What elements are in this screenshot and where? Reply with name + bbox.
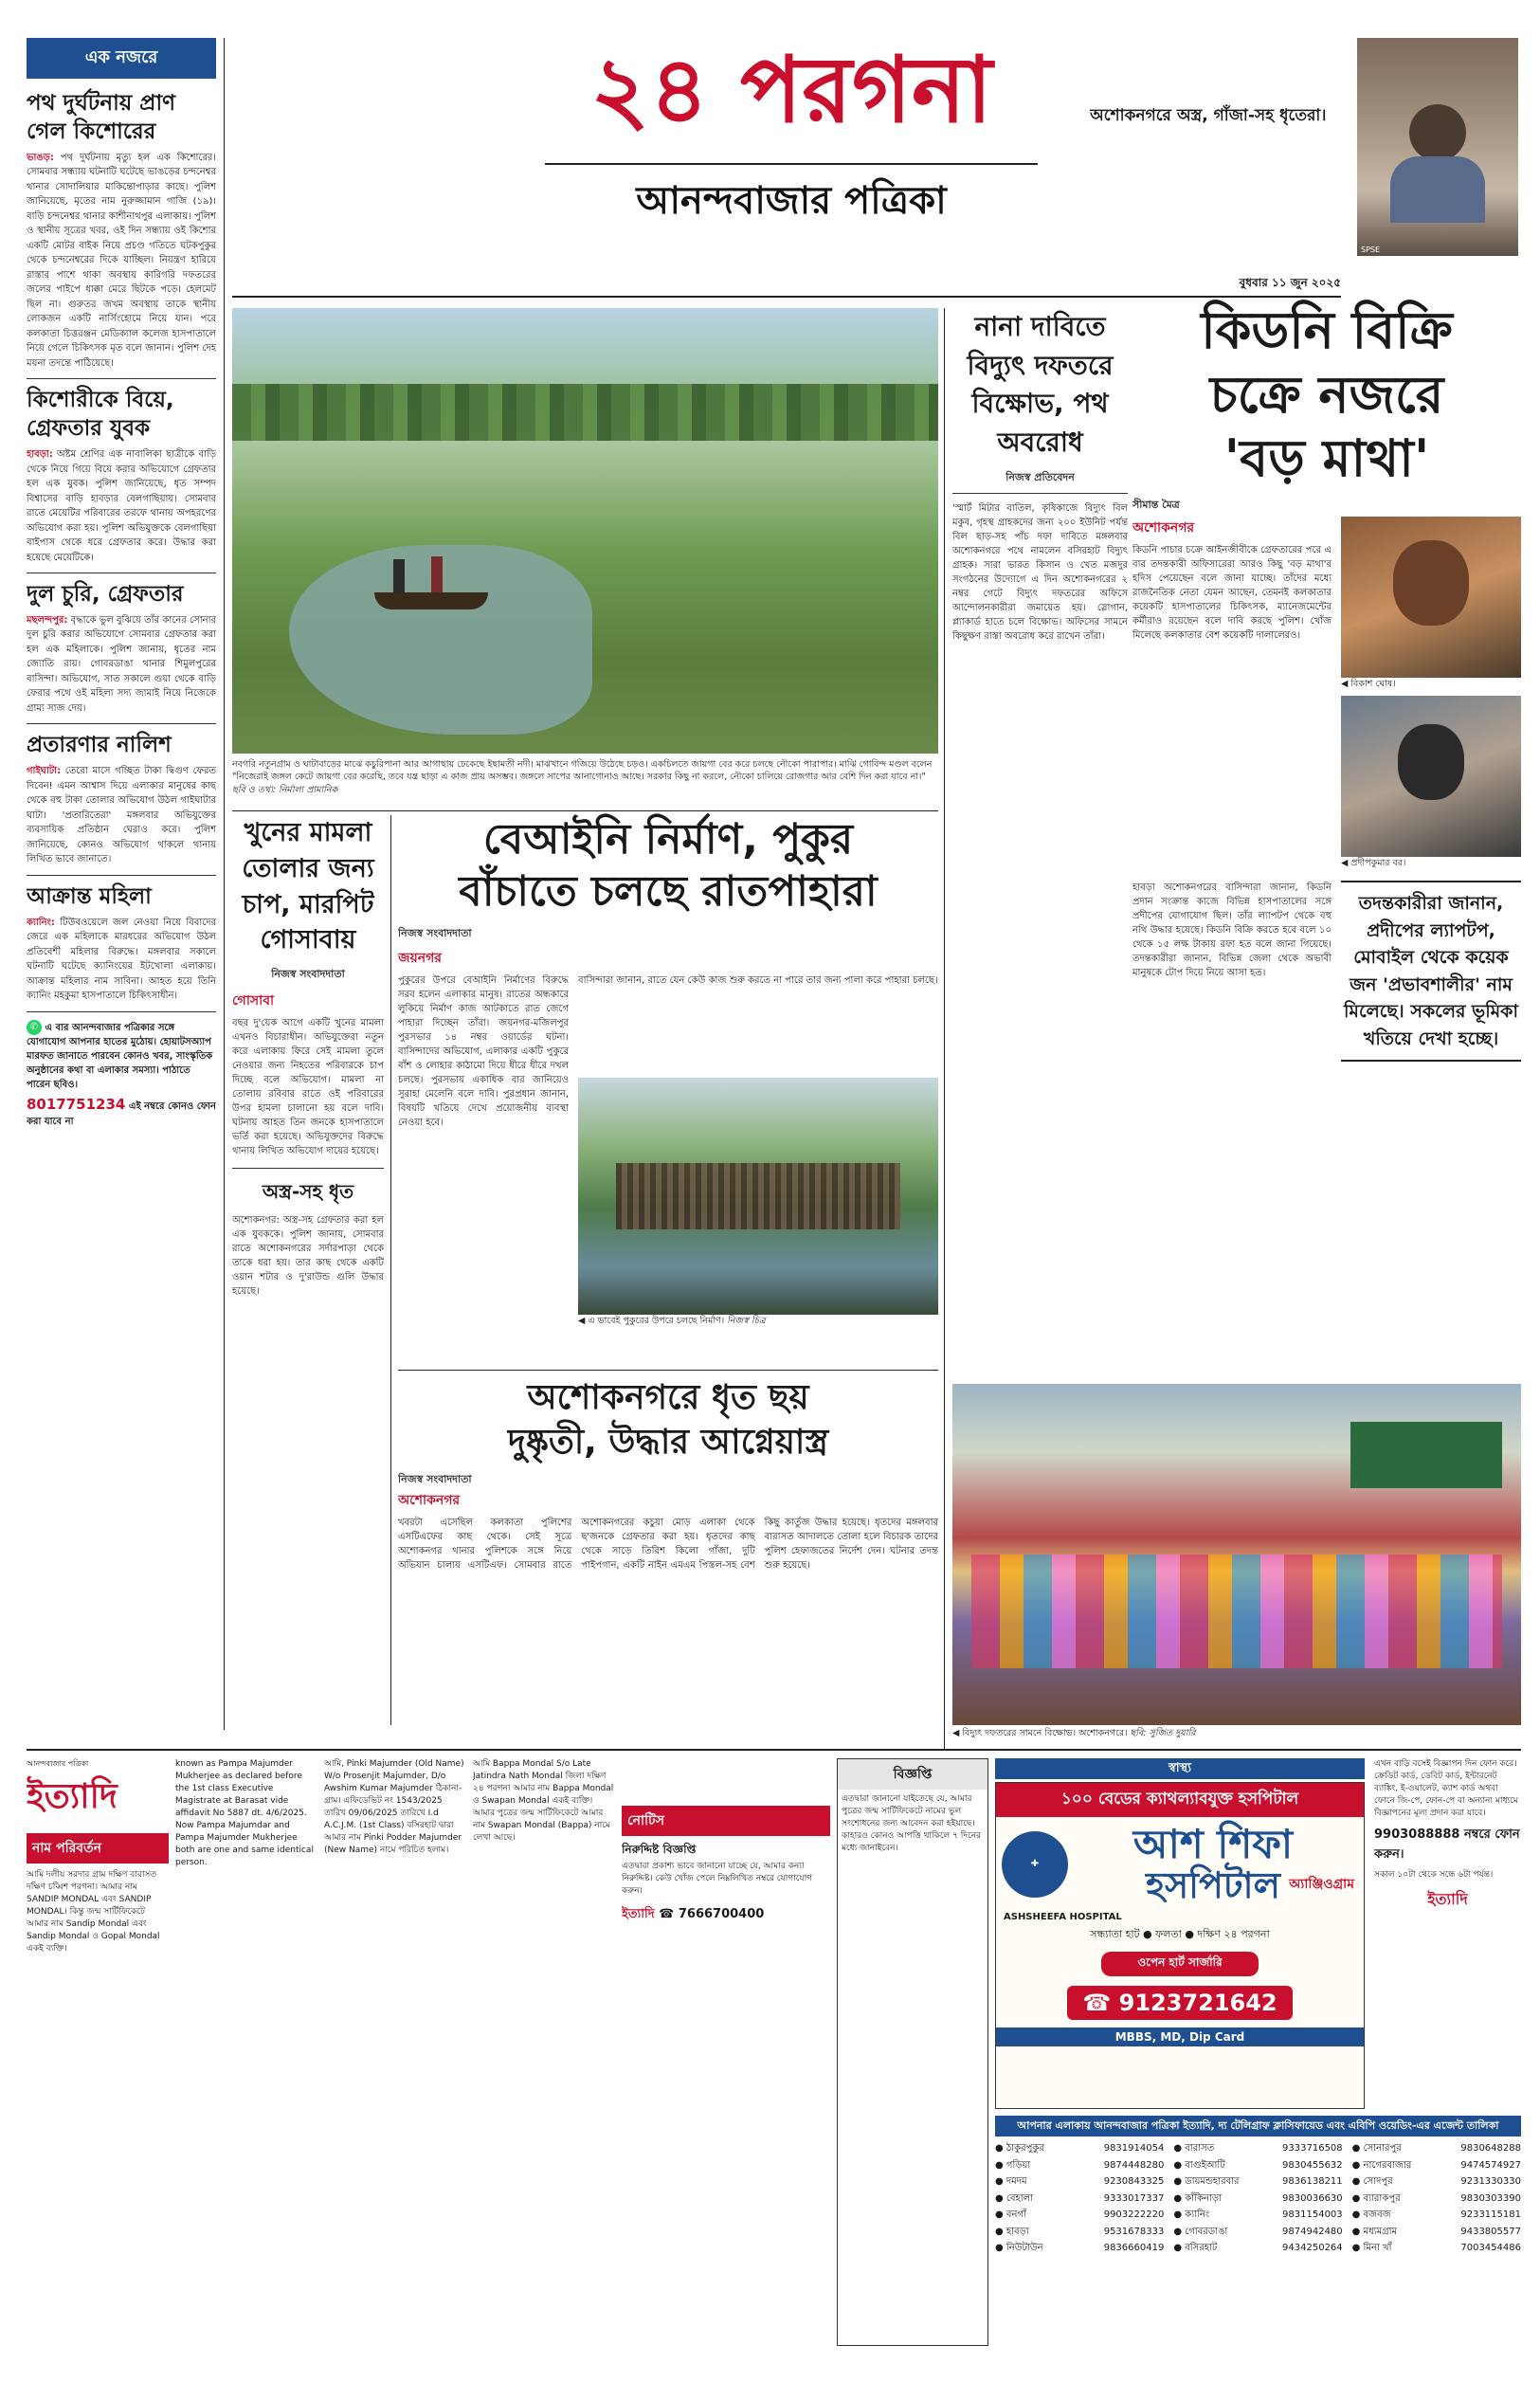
notices-header: নোটিস	[622, 1806, 830, 1836]
right-ad-phone: 9903088888 নম্বরে ফোন করুন।	[1374, 1827, 1520, 1863]
ads-brand-small: আনন্দবাজার পত্রিকা	[27, 1759, 89, 1768]
agent-phone: 9830455632	[1282, 2159, 1343, 2171]
agent-phone: 9874942480	[1282, 2226, 1343, 2237]
brief-place: হাবড়া:	[27, 449, 53, 461]
brief-4	[27, 732, 216, 866]
right-ad	[1374, 1758, 1521, 2109]
agent-phone: 9233115181	[1460, 2209, 1521, 2220]
agent-phone: 9231330330	[1460, 2176, 1521, 2187]
agent-name: ● বসিরহাট	[1173, 2243, 1218, 2253]
agent-phone: 9433805577	[1460, 2226, 1521, 2237]
agent-row	[1352, 2224, 1521, 2241]
story-body: 'স্মার্ট মিটার বাতিল, কৃষিকাজে বিদ্যুৎ বিল মকুব, গৃহস্থ গ্রাহকদের জন্য ২০০ ইউনিট পর্যন্ত বিল ছাড়-সহ পাঁচ দফা দাবিতে মঙ্গলবার অশোকনগরে পথে নামলেন বসিরহাট বিদ্যুৎ গ্রাহক। সারা ভারত কিসান ও খেত মজদুর সংগঠনের উদ্যোগে এ দিন অশোকনগরের ২ নম্বর গেটে বিদ্যুৎ দফতরের অফিসে আন্দোলনকারীরা জমায়েত হয়। স্লোগান, প্ল্যাকার্ড হাতে চলে বিক্ষোভ। অফিসের সামনে কিছুক্ষণ রাস্তা অবরোধ করে রাখেন তাঁরা।	[952, 503, 1128, 643]
agent-phone: 9531678333	[1103, 2226, 1165, 2237]
agent-name: ● ব্যারাকপুর	[1351, 2192, 1401, 2204]
brief-2	[27, 387, 216, 565]
brief-text: তেরো মাসে গচ্ছিত টাকা দ্বিগুণ ফেরত দিবেন! এমন আশ্বাস দিয়ে এলাকার মানুষের কাছ থেকে বহু টাকা তোলার অভিযোগ উঠল গাইঘাটার ঘাটা। 'প্রতারিতেরা' মঙ্গলবার অভিযুক্তের ব্যবসায়িক প্রতিষ্ঠান ঘেরাও করে। পুলিশ জানিয়েছে, কোনও অভিযোগ থাকলে থানায় লিখিত ভাবে জানাতে।	[27, 766, 216, 865]
agent-name: ● দমদম	[995, 2176, 1027, 2187]
illegal-body: পুকুরের উপরে বেআইনি নির্মাণের বিরুদ্ধে সরব হলেন এলাকার মানুষ। রাতের অন্ধকারে লুকিয়ে নির্মাণ কাজ আটকাতে রাত জেগে পাহারা দিচ্ছেন তাঁরা। জয়নগর-মজিলপুর পুরসভার ১৪ নম্বর ওয়ার্ডের ঘটনা। বাসিন্দাদের অভিযোগ, এলাকার একটি পুকুরে বাঁশ ও লোহার কাঠামো দিয়ে ধীরে ধীরে দখল চলছে। পুরসভায় একাধিক বার জানিয়েও সুরাহা মেলেনি বলে দাবি। পুরপ্রধান জানান, বিষয়টি খতিয়ে দেখে প্রয়োজনীয় ব্যবস্থা নেওয়া হবে।	[398, 975, 569, 1128]
agent-row	[1352, 2191, 1521, 2208]
illegal-byline: নিজস্ব সংবাদদাতা	[398, 927, 472, 939]
hospital-name-1: আশ শিফা	[1132, 1821, 1294, 1867]
agent-phone: 9333716508	[1282, 2143, 1343, 2154]
vigyapti-text: এতদ্বারা জানানো যাইতেছে যে, আমার পুত্রের জন্ম সার্টিফিকেটে নামের ভুল সংশোধনের জন্য আবেদন করা হইয়াছে। কাহারও কোনও আপত্তি থাকিলে ৭ দিনের মধ্যে জানাইবেন।	[842, 1794, 982, 1854]
agent-name: ● গড়িয়া	[995, 2159, 1031, 2171]
arrest-byline: নিজস্ব সংবাদদাতা	[398, 1472, 472, 1485]
whatsapp-tail: এই নম্বরে কোনও ফোন করা যাবে না	[27, 1100, 216, 1128]
agent-name: ● মধ্যমগ্রাম	[1351, 2226, 1398, 2237]
agent-name: ● মিনা খাঁ	[1351, 2243, 1392, 2253]
agent-name: ● ঠাকুরপুকুর	[995, 2143, 1044, 2154]
agent-row	[1173, 2207, 1342, 2224]
agent-list	[995, 2140, 1521, 2349]
arrest-body: খবরটা এসেছিল কলকাতা পুলিশের এসটিএফের কাছ থেকে। সেই সূত্রে অশোকনগর থানার পুলিশকে সঙ্গে নিয়ে অভিযান চালায় এসটিএফ। সোমবার রাতে অশোকনগরের কচুয়া মোড় এলাকা থেকে ছ'জনকে গ্রেফতার করা হয়। ধৃতদের কাছ থেকে সাড়ে তিরিশ কিলো গাঁজা, দুটি পাইপগান, একটি নাইন এমএম পিস্তল-সহ বেশ কিছু কার্তুজ উদ্ধার হয়েছে। ধৃতদের মঙ্গলবার বারাসত আদালতে তোলা হলে বিচারক তাদের পুলিশ হেফাজতের নির্দেশ দেন। ঘটনার তদন্ত শুরু হয়েছে।	[398, 1517, 938, 1571]
brief-5	[27, 883, 216, 1004]
notice-title: নিরুদ্দিষ্ট বিজ্ঞপ্তি	[622, 1843, 697, 1856]
notice-text: এতদ্বারা প্রকাশ্য ভাবে জানানো যাচ্ছে যে, আমার কন্যা নিরুদ্দিষ্ট। কেউ খোঁজ পেলে নিম্নলিখিত নম্বরে যোগাযোগ করুন।	[622, 1862, 813, 1897]
agent-name: ● বনগাঁ	[995, 2209, 1026, 2220]
vigyapti-block	[837, 1758, 988, 2346]
lead-photo	[232, 308, 938, 754]
right-ad-brand: ইত্যাদি	[1427, 1890, 1468, 1909]
hospital-name-2: হসপিটাল	[1146, 1864, 1280, 1907]
agent-phone: 9874448280	[1103, 2159, 1165, 2171]
brief-place: ক্যানিং:	[27, 917, 55, 928]
agent-row	[995, 2191, 1164, 2208]
story-byline: নিজস্ব প্রতিবেদন	[1006, 471, 1075, 484]
kidney-photo-1	[1341, 517, 1521, 678]
photo-credit: SPSE	[1361, 245, 1381, 254]
hospital-doctor: MBBS, MD, Dip Card	[996, 2027, 1364, 2046]
murder-story	[232, 815, 384, 1725]
brief-3	[27, 581, 216, 716]
agent-row	[995, 2224, 1164, 2241]
agent-row	[1352, 2240, 1521, 2257]
brief-text: অষ্টম শ্রেণির এক নাবালিকা ছাত্রীকে বাড়ি থেকে নিয়ে গিয়ে বিয়ে করার অভিযোগে গ্রেফতার হল এক যুবক। পুলিশ জানিয়েছে, ধৃত সম্পদ বিশ্বাসের বাড়ি হাবড়ার বেলগাছিয়ায়। সোমবার রাতে মেয়েটির পরিবারের তরফে থানায় অপহরণের অভিযোগ করা হয়। পুলিশ অভিযুক্তকে বেলগাছিয়া বাইপাস থেকে ধরে গ্রেফতার করে। উদ্ধার করা হয়েছে মেয়েটিকে।	[27, 449, 216, 563]
top-right-photo	[1357, 38, 1518, 256]
agent-name: ● ক্যানিং	[1173, 2209, 1210, 2220]
hospital-top: ১০০ বেডের ক্যাথল্যাবযুক্ত হসপিটাল	[996, 1783, 1364, 1817]
agent-row	[995, 2240, 1164, 2257]
illegal-story	[398, 813, 938, 1363]
illegal-photo	[578, 1078, 938, 1315]
ads-col-4: আমি Bappa Mondal S/o Late Jatindra Nath Mondal জিলা দক্ষিণ ২৪ পরগনা আমার নাম Bappa Mondal ও Swapan Mondal একই ব্যক্তি। আমার পুত্রের জন্ম সার্টিফিকেটে আমার নাম Swapan Mondal (Bappa) নামে লেখা আছে।	[473, 1759, 614, 1844]
ads-brand-block	[27, 1758, 169, 2346]
arrest-place: অশোকনগর	[398, 1492, 461, 1508]
protest-caption: ◀ বিদ্যুৎ দফতরের সামনে বিক্ষোভ। অশোকনগরে। ছবি: সুজিত দুয়ারি	[952, 1728, 1196, 1738]
murder-place: গোসাবা	[232, 993, 275, 1009]
masthead-date: বুধবার ১১ জুন ২০২৫	[1239, 276, 1341, 289]
whatsapp-number: 8017751234	[27, 1095, 126, 1113]
hospital-logo: ✚	[1002, 1831, 1068, 1898]
agent-row	[1173, 2157, 1342, 2174]
notices-block	[622, 1758, 830, 2346]
person-icon	[1409, 104, 1466, 161]
agent-name: ● নাগেরবাজার	[1351, 2159, 1412, 2171]
agent-name: ● বজবজ	[1351, 2209, 1391, 2220]
top-right-teaser: অশোকনগরে অস্ত্র, গাঁজা-সহ ধৃতেরা।	[1090, 106, 1327, 125]
electricity-story	[952, 308, 1128, 1360]
kidney-photo-2	[1341, 696, 1521, 857]
person-body	[1390, 156, 1485, 223]
right-ad-text: এখন বাড়ি বসেই বিজ্ঞাপন দিন ফোন করে। ক্রেডিট কার্ড, ডেবিট কার্ড, ইন্টারনেট ব্যাঙ্কিং, ই-ওয়ালেট, ক্যাশ কার্ড অথবা ফোনে জি-পে, ফোন-পে বা অন্যান্য মাধ্যমে বিজ্ঞাপনের মূল্য প্রদান করা যাবে।	[1374, 1759, 1518, 1819]
story-headline: নানা দাবিতে বিদ্যুৎ দফতরে বিক্ষোভ, পথ অবরোধ	[967, 311, 1114, 458]
brief-title: দুল চুরি, গ্রেফতার	[27, 582, 184, 608]
whatsapp-icon: ✆	[27, 1020, 42, 1035]
ads-col-2: known as Pampa Majumder Mukherjee as declared before the 1st class Executive Magistrate at Barasat vide affidavit No 5887 dt. 4/6/2025. Now Pampa Majumdar and Pampa Majumder Mukherjee both are one and same identical person.	[175, 1759, 314, 1868]
hospital-phone: ☎ 9123721642	[1067, 1986, 1293, 2020]
rail-header: এক নজরে	[27, 38, 216, 79]
agent-row	[1173, 2240, 1342, 2257]
arms-body: অশোকনগর: অস্ত্র-সহ গ্রেফতার করা হল এক যুবককে। পুলিশ জানায়, সোমবার রাতে অশোকনগরের সর্দারপাড়া থেকে তাকে ধরা হয়। তার কাছ থেকে একটি ওয়ান শটার ও দু'রাউন্ড গুলি উদ্ধার হয়েছে।	[232, 1215, 384, 1298]
brief-title: আক্রান্ত মহিলা	[27, 883, 152, 909]
agent-row	[995, 2173, 1164, 2191]
agent-phone: 9230843325	[1103, 2176, 1165, 2187]
vigyapti-header: বিজ্ঞপ্তি	[838, 1759, 987, 1790]
murder-body: বছর দু'য়েক আগে একটি খুনের মামলা এখনও বিচারাধীন। অভিযুক্তেরা নতুন করে এলাকায় ফিরে সেই মামলা তুলে নেওয়ার জন্য নিহতের পরিবারকে চাপ দিচ্ছে বলে অভিযোগ। মামলা না তোলায় রবিবার রাতে ওই পরিবারের উপর হামলা চালানো হয় বলে দাবি। ঘটনায় আহত তিন জনকে হাসপাতালে ভর্তি করা হয়েছে। অভিযুক্তদের বিরুদ্ধে থানায় লিখিত অভিযোগ দায়ের হয়েছে।	[232, 1018, 384, 1157]
agent-phone: 9831914054	[1103, 2143, 1165, 2154]
name-change-text: আমি দলীয় সরদার গ্রাম দক্ষিণ বারাসত দক্ষিণ চব্বিশ পরগনা। আমার নাম SANDIP MONDAL এবং SANDIP MONDAL। কিন্তু জন্ম সার্টিফিকেটে আমার নাম Sandip Mondal এবং Sandip Mondal ও Gopal Mondal একই ব্যক্তি।	[27, 1870, 160, 1955]
agent-phone: 9474574927	[1460, 2159, 1521, 2171]
agent-row	[1352, 2157, 1521, 2174]
masthead-title: ২৪ পরগনা	[589, 38, 993, 143]
brief-title: প্রতারণার নালিশ	[27, 733, 172, 758]
kidney-photo-2-caption: ◀ প্রদীপকুমার বর।	[1341, 857, 1406, 868]
illegal-place: জয়নগর	[398, 951, 443, 966]
agent-row	[995, 2207, 1164, 2224]
agent-name: ● কাঁকিনাড়া	[1173, 2192, 1222, 2204]
notice-phone: ইত্যাদি ☎ 7666700400	[622, 1907, 765, 1922]
arms-subhead: অস্ত্র-সহ ধৃত	[262, 1180, 354, 1204]
brief-1	[27, 90, 216, 371]
agent-phone: 9434250264	[1282, 2243, 1343, 2253]
agent-phone: 9831154003	[1282, 2209, 1343, 2220]
agent-phone: 9836138211	[1282, 2176, 1343, 2187]
brief-place: ভাঙড়:	[27, 152, 54, 163]
agent-row	[1352, 2207, 1521, 2224]
illegal-headline-2: বাঁচাতে চলছে রাতপাহারা	[459, 867, 878, 916]
hospital-tag: অ্যাঞ্জিওগ্রাম	[1289, 1877, 1354, 1892]
kidney-body-2: হাবড়া অশোকনগরের বাসিন্দারা জানান, কিডনি প্রদান সংক্রান্ত কাজে বিভিন্ন হাসপাতালের সঙ্গে প্রদীপের যোগাযোগ ছিল। তাঁর ল্যাপটপ থেকে বহু নথি উদ্ধার হয়েছে। কিডনি বিক্রি করতে হবে বলে ১০ থেকে ১৫ লক্ষ টাকায় রফা হত বলে জানা গিয়েছে। তদন্তকারীরা জানান, বিভিন্ন জেলা থেকে অভাবী মানুষকে টোপ দিয়ে নিয়ে আসা হত।	[1132, 882, 1332, 979]
kidney-photo-1-caption: ◀ বিকাশ ঘোষ।	[1341, 678, 1396, 689]
ads-col-3: আমি, Pinki Majumder (Old Name) W/o Prosenjit Majumder, D/o Awshim Kumar Majumder ঠিকানা-গ্রাম। এফিডেভিট নং 1543/2025 তারিখ 09/06/2025 তারিখে I.d A.C.J.M. (1st Class) বসিরহাট দ্বারা আমার নাম Pinki Podder Majumder (New Name) নামে পরিচিত হলাম।	[324, 1759, 464, 1856]
brief-text: পথ দুর্ঘটনায় মৃত্যু হল এক কিশোরের। সোমবার সন্ধ্যায় ঘটনাটি ঘটেছে ভাঙড়ের চন্দনেশ্বর থানার সোদালিয়ার মাকিন্তোপাড়ার কাছে। পুলিশ জানিয়েছে, মৃতের নাম নুরুজ্জামান গাজি (১৯)। বাড়ি চন্দনেশ্বর থানার কাশীনাথপুর এলাকায়। পুলিশ ও স্থানীয় সূত্রের খবর, ওই দিন সন্ধ্যায় ওই কিশোর একটি মোটর বাইক নিয়ে প্রচণ্ড গতিতে ঘটকপুকুর থেকে চন্দনেশ্বরের দিকে যাচ্ছিল। নিয়ন্ত্রণ হারিয়ে রাস্তার পাশে থাকা অবস্থায় কারিগরি দফতরের জলের পাইপে ধাক্কা মেরে ছিটকে পড়ে। হেলমেট ছিল না। গুরুতর জখম অবস্থায় তাকে স্থানীয় লোকজন একটি নার্সিংহোমে নিয়ে যান। পরে কলকাতা চিত্তরঞ্জন মেডিক্যাল কলেজ হাসপাতালে নিয়ে গেলে চিকিৎসক মৃত বলে জানান। পুলিশ দেহ ময়না তদন্তে পাঠিয়েছে।	[27, 152, 216, 369]
agent-phone: 7003454486	[1460, 2243, 1521, 2253]
agent-phone: 9830036630	[1282, 2192, 1343, 2204]
agent-name: ● ডায়মন্ডহারবার	[1173, 2176, 1240, 2187]
kidney-headline-2: চক্রে নজরে	[1209, 364, 1444, 425]
hospital-brand: ASHSHEEFA HOSPITAL	[1004, 1911, 1122, 1922]
right-ad-tail: সকাল ১০টা থেকে সন্ধে ৬টা পর্যন্ত।	[1374, 1870, 1494, 1881]
agent-row	[995, 2157, 1164, 2174]
brief-title: কিশোরীকে বিয়ে, গ্রেফতার যুবক	[27, 388, 174, 442]
agent-name: ● বাগুইআটি	[1173, 2159, 1225, 2171]
agent-phone: 9830648288	[1460, 2143, 1521, 2154]
agent-phone: 9333017337	[1103, 2192, 1165, 2204]
lead-photo-caption: নবগরি নতুনগ্রাম ও ঘাটাবাড়ের মাঝে কচুরিপানা আর আগাছায় ঢেকেছে ইছামতী নদী। মাঝখানে গজিয়ে উঠেছে চড়ও। একচিলতে জায়গা বের করে চলছে নৌকো পারাপার। মাঝি গোবিন্দ মণ্ডল বলেন "নিজেরাই জঙ্গল কেটে জায়গা বের করেছি, তবে যন্ত্র ছাড়া এ কাজ প্রায় অসম্ভব। জঙ্গলে সাপের আনাগোনাও আছে। সরকার কিছু না করলে, নৌকো চালিয়ে রোজগার আর বেশি দিন করা যাবে না।" ছবি ও তথ্য: নির্মাল্য প্রামানিক	[232, 759, 933, 795]
illegal-body-cont: বাসিন্দারা জানান, রাতে যেন কেউ কাজ শুরু করতে না পারে তার জন্য পালা করে পাহারা চলছে।	[578, 975, 938, 986]
brief-text: বৃদ্ধাকে ভুল বুঝিয়ে তাঁর কানের সোনার দুল চুরি করার অভিযোগে সোমবার গ্রেফতার করা হল এক মহিলাকে। পুলিশ জানায়, ধৃতের নাম জ্যোতি রায়। গোবরডাঙা থানার শিমুলপুরের বাসিন্দা। অভিযোগ, সাত সকালে গুয়া থেকে বাড়ি ফেরার পথে ওই মহিলা সদ্য জামাই নিয়ে নিজেকে গ্রাম্য সাজ দেয়।	[27, 614, 216, 714]
whatsapp-text: এ বার আনন্দবাজার পত্রিকার সঙ্গে যোগাযোগ আপনার হাতের মুঠোয়। হোয়াটসঅ্যাপ মারফত জানাতে পারবেন কোনও খবর, সাংস্কৃতিক অনুষ্ঠানের কথা বা এলাকার সমস্যা। পাঠাতে পারেন ছবিও।	[27, 1022, 213, 1090]
kidney-headline-3: 'বড় মাথা'	[1223, 428, 1430, 488]
brief-place: মছলন্দপুর:	[27, 614, 68, 626]
arrest-headline-2: দুষ্কৃতী, উদ্ধার আগ্নেয়াস্ত্র	[507, 1422, 829, 1462]
agent-phone: 9903222220	[1103, 2209, 1165, 2220]
agent-row	[1173, 2173, 1342, 2191]
bottom-strip: আপনার এলাকায় আনন্দবাজার পত্রিকা ইত্যাদি, দ্য টেলিগ্রাফ ক্লাসিফায়েড এবং এবিপি ওয়েডিং-এর এজেন্ট তালিকা	[995, 2116, 1521, 2137]
agent-row	[1173, 2224, 1342, 2241]
ads-brand: ইত্যাদি	[27, 1777, 118, 1816]
arrest-story	[398, 1376, 938, 1741]
agent-name: ● গোবরডাঙা	[1173, 2226, 1228, 2237]
brief-text: টিউবওয়েলে জল নেওয়া নিয়ে বিবাদের জেরে এক মহিলাকে মারধরের অভিযোগ উঠল প্রতিবেশী মহিলার বিরুদ্ধে। মঙ্গলবার সকালে ঘটনাটি ঘটেছে ক্যানিংয়ের ইটখোলা এলাকায়। আক্রান্ত মহিলার নাম সাবিনা। আহত হয়ে তিনি ক্যানিং মহকুমা হাসপাতালে চিকিৎসাধীন।	[27, 917, 216, 1002]
illegal-headline-1: বেআইনি নির্মাণ, পুকুর	[482, 815, 854, 864]
kidney-pull-quote: তদন্তকারীরা জানান, প্রদীপের ল্যাপটপ, মোবাইল থেকে কয়েক জন 'প্রভাবশালীর' নাম মিলেছে। সকলের ভূমিকা খতিয়ে দেখা হচ্ছে।	[1341, 881, 1521, 1062]
agent-row	[1352, 2173, 1521, 2191]
agent-name: ● বারাসত	[1173, 2143, 1215, 2154]
illegal-photo-caption: ◀ এ ভাবেই পুকুরের উপরে চলছে নির্মাণ। নিজস্ব চিত্র	[578, 1316, 766, 1326]
protest-photo	[952, 1384, 1521, 1725]
agent-name: ● বেহালা	[995, 2192, 1034, 2204]
kidney-body: কিডনি পাচার চক্রে আইনজীবীকে গ্রেফতারের পরে এ বার তদন্তকারী অফিসারেরা আরও কিছু 'বড় মাথা'র হদিস পেয়েছেন বলে জানা যাচ্ছে। তাঁদের মধ্যে রাজনৈতিক নেতা যেমন আছেন, তেমনই কলকাতার কয়েকটি হাসপাতালের চিকিৎসক, ম্যানেজমেন্টের কর্মীরাও রয়েছেন বলে দাবি করছে পুলিশ। খোঁজ মিলেছে কলকাতার বেশ কয়েকটি দালালেরও।	[1132, 544, 1332, 641]
photo-credit: ছবি ও তথ্য: নির্মাল্য প্রামানিক	[232, 784, 338, 795]
kidney-byline: সীমান্ত মৈত্র	[1132, 498, 1180, 511]
murder-byline: নিজস্ব সংবাদদাতা	[271, 968, 345, 981]
murder-headline: খুনের মামলা তোলার জন্য চাপ, মারপিট গোসাবায়	[242, 818, 374, 955]
agent-phone: 9836660419	[1103, 2243, 1165, 2253]
agent-row	[1173, 2140, 1342, 2157]
kidney-place: অশোকনগর	[1132, 519, 1195, 536]
arrest-headline-1: অশোকনগরে ধৃত ছয়	[527, 1378, 809, 1417]
agent-name: ● সোদপুর	[1351, 2176, 1393, 2187]
agent-name: ● হাবড়া	[995, 2226, 1029, 2237]
agent-phone: 9830303390	[1460, 2192, 1521, 2204]
hospital-area: সন্ধ্যাতা হাট ● ফলতা ● দক্ষিণ ২৪ পরগনা	[1090, 1927, 1270, 1940]
agent-row	[995, 2140, 1164, 2157]
agent-name: ● নিউটাউন	[995, 2243, 1043, 2253]
agent-row	[1352, 2140, 1521, 2157]
brief-title: পথ দুর্ঘটনায় প্রাণ গেল কিশোরের	[27, 91, 176, 144]
kidney-headline-1: কিডনি বিক্রি	[1201, 300, 1453, 360]
hospital-ad	[995, 1782, 1365, 2109]
agent-name: ● সোনারপুর	[1351, 2143, 1402, 2154]
health-header: স্বাস্থ্য	[995, 1758, 1365, 1779]
masthead	[232, 38, 1341, 303]
masthead-subtitle: আনন্দবাজার পত্রিকা	[636, 178, 947, 223]
hospital-open: ওপেন হার্ট সার্জারি	[1101, 1952, 1259, 1976]
whatsapp-box	[27, 1020, 216, 1130]
ads-section: নাম পরিবর্তন	[27, 1833, 169, 1864]
agent-row	[1173, 2191, 1342, 2208]
brief-place: গাইঘাটা:	[27, 766, 62, 777]
left-rail	[27, 38, 216, 1730]
